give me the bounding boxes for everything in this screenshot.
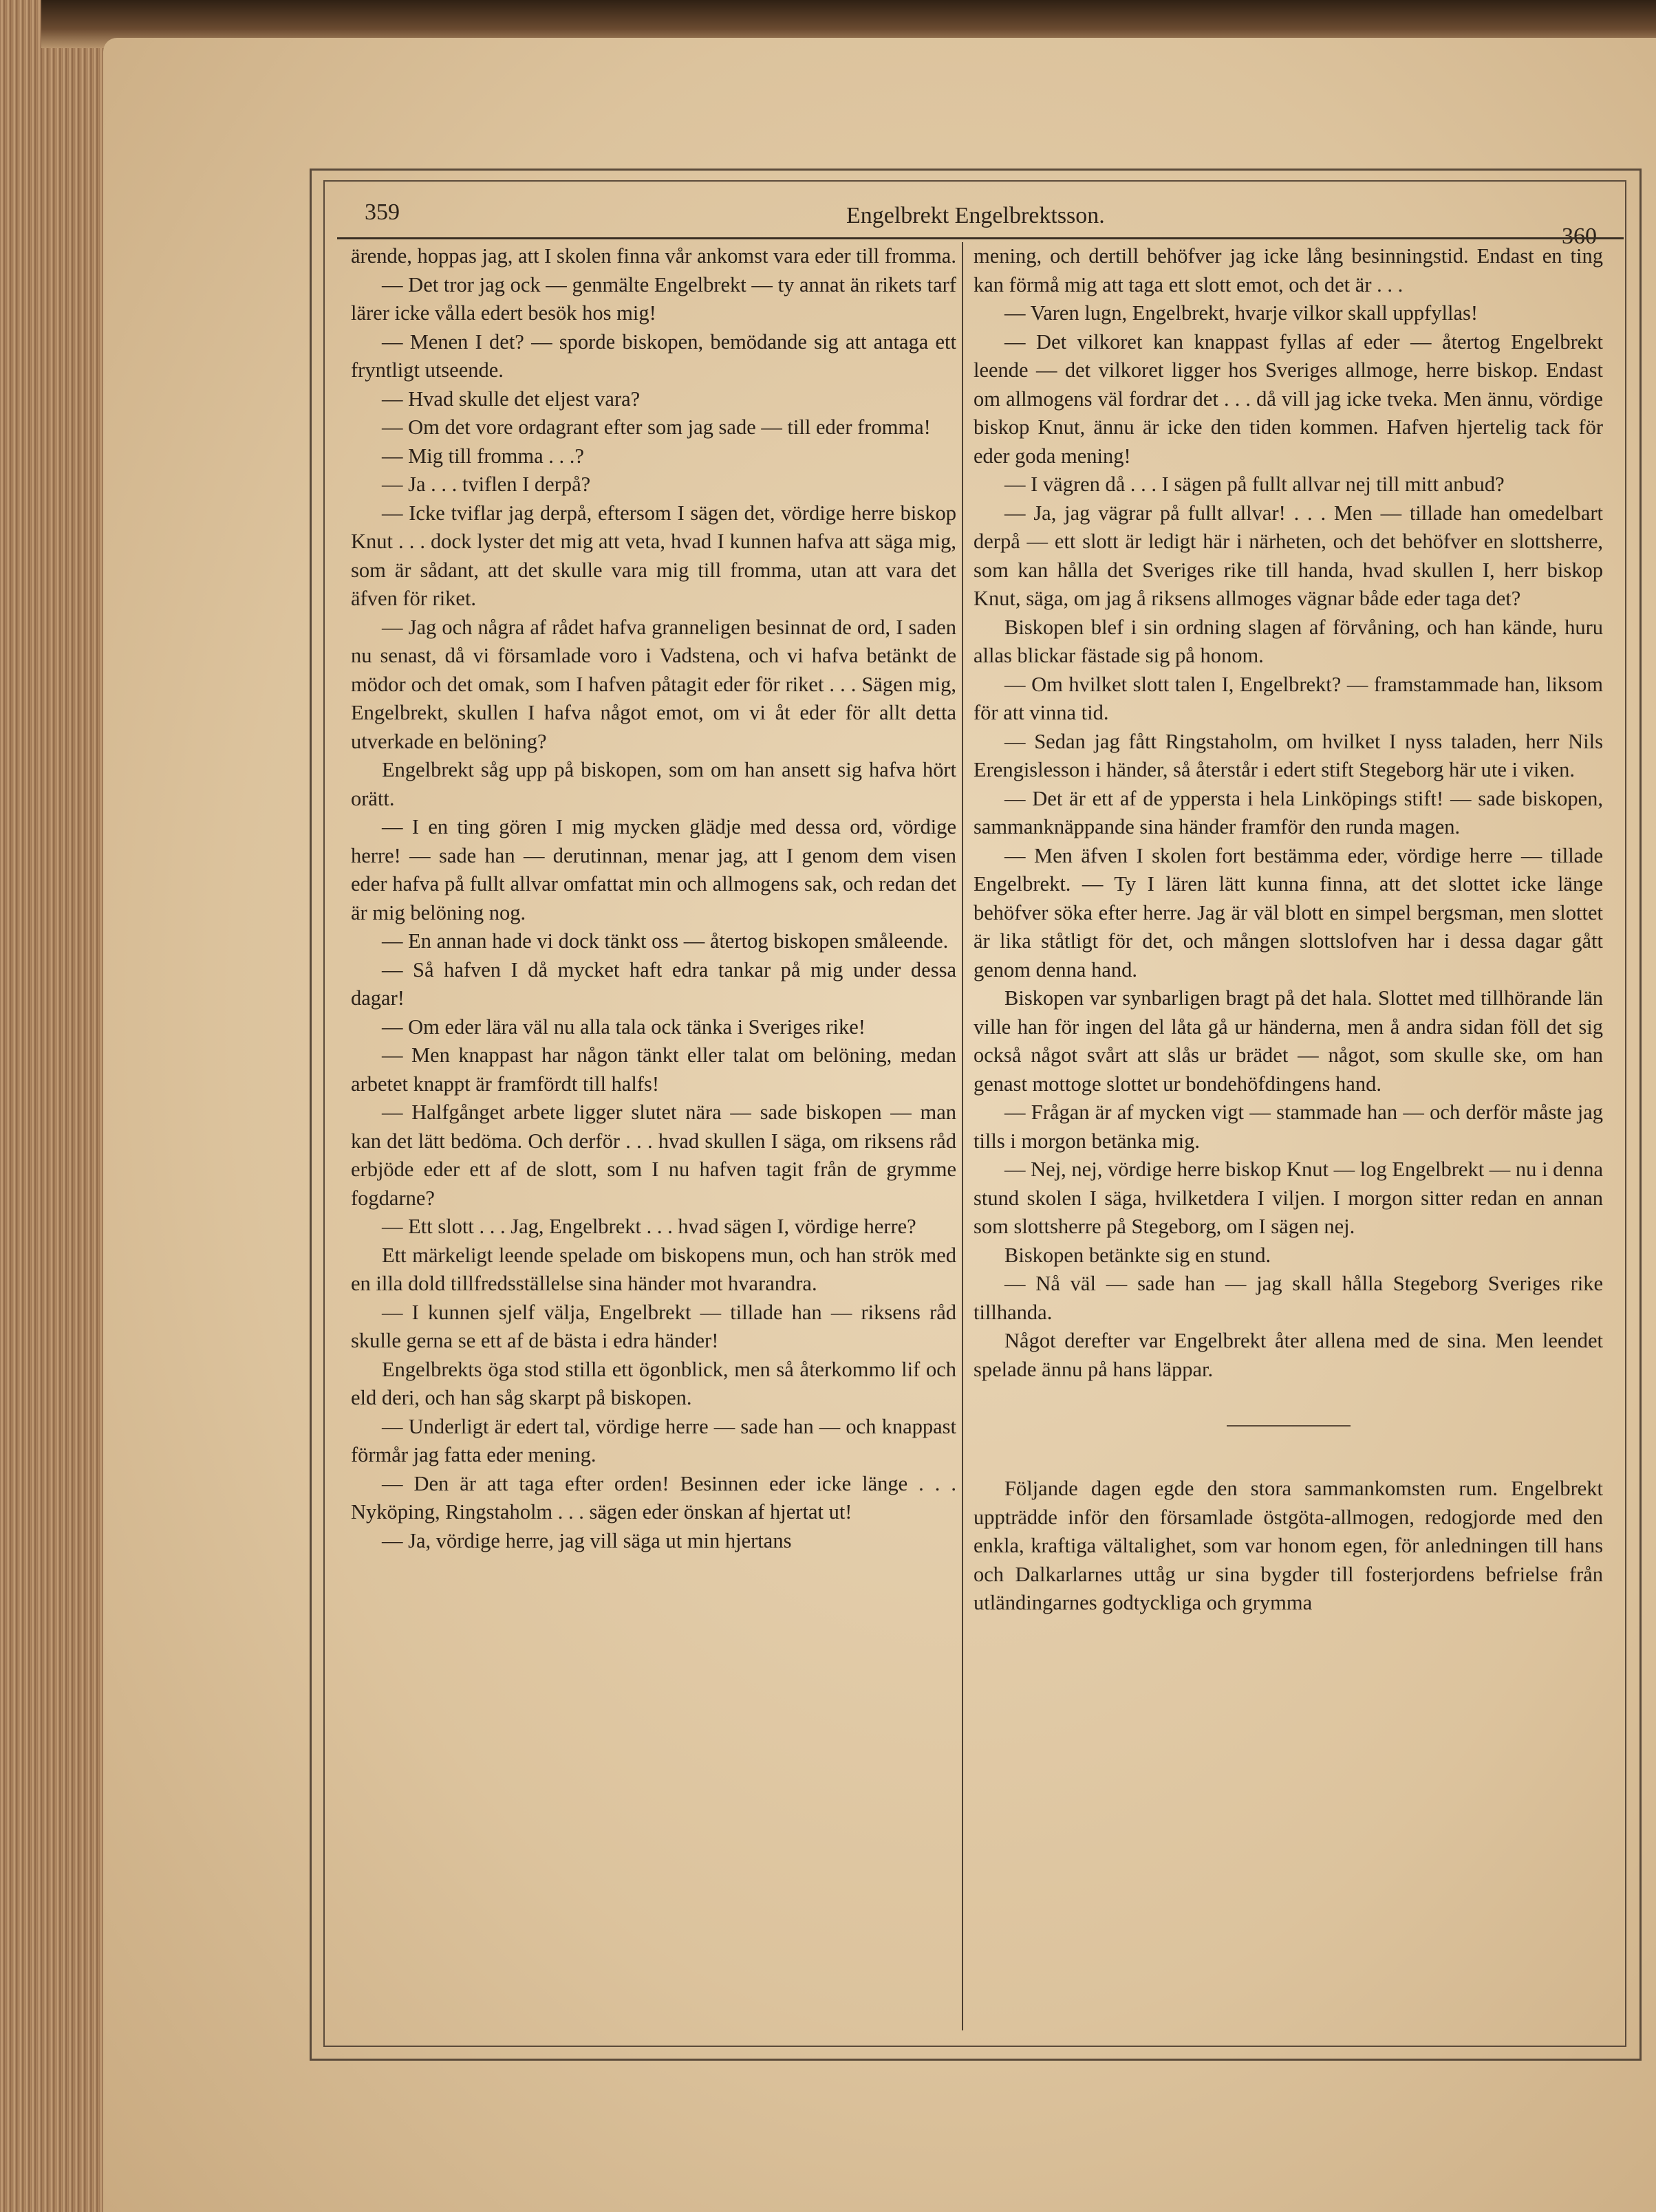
paragraph: — Det vilkoret kan knappast fyllas af eder — återtog Engelbrekt leende — det vilkoret ligger hos Sveriges allmoge, herre biskop. Endast om allmogens väl fordrar det . . . då vill jag icke tveka. Men ännu, vördige biskop Knut, ännu är icke den tiden kommen. Hafven hjertelig tack för eder goda mening! (974, 329, 1603, 468)
paragraph: ärende, hoppas jag, att I skolen finna vår ankomst vara eder till fromma. (351, 244, 956, 268)
paragraph: — Jag och några af rådet hafva granneligen besinnat de ord, I saden nu senast, då vi församlade voro i Vadstena, och vi hafva betänkt de mödor och det omak, som I hafven påtagit eder för riket . . . Sägen mig, Engelbrekt, skullen I hafva något emot, om vi åt eder för allt detta utverkade en belöning? (351, 615, 956, 753)
paragraph: Följande dagen egde den stora sammankomsten rum. Engelbrekt uppträdde inför den församlade östgöta-allmogen, redogjorde med den enkla, kraftiga vältalighet, som var honom egen, för anledningen till hans och Dalkarlarnes uttåg ur sina bygder till fosterjordens befrielse från utländingarnes godtyckliga och grymma (974, 1477, 1603, 1614)
paragraph: — Ja . . . tviflen I derpå? (382, 473, 591, 496)
paragraph: — Det är ett af de yppersta i hela Linköpings stift! — sade biskopen, sammanknäppande sina händer framför den runda magen. (974, 786, 1603, 838)
paragraph: — Om eder lära väl nu alla tala ock tänka i Sveriges rike! (382, 1015, 865, 1039)
paragraph: — Nå väl — sade han — jag skall hålla Stegeborg Sveriges rike tillhanda. (974, 1272, 1603, 1324)
paragraph: — Frågan är af mycken vigt — stammade han — och derför måste jag tills i morgon betänka mig. (974, 1100, 1603, 1153)
page-number-left: 359 (365, 199, 400, 225)
running-title: Engelbrekt Engelbrektsson. (846, 203, 1105, 228)
paragraph: — Ett slott . . . Jag, Engelbrekt . . . hvad sägen I, vördige herre? (382, 1215, 916, 1238)
paragraph: — Sedan jag fått Ringstaholm, om hvilket I nyss taladen, herr Nils Erengislesson i händer, så återstår i edert stift Stegeborg här ute i viken. (974, 729, 1603, 781)
header-rule (337, 237, 1624, 239)
paragraph: — Så hafven I då mycket haft edra tankar på mig under dessa dagar! (351, 957, 956, 1010)
paragraph: — Den är att taga efter orden! Besinnen eder icke länge . . . Nyköping, Ringstaholm . . . sägen eder önskan af hjertat ut! (351, 1471, 956, 1524)
text-column-right (974, 242, 1603, 2030)
paragraph: Biskopen betänkte sig en stund. (1004, 1243, 1271, 1267)
paragraph: — Underligt är edert tal, vördige herre — sade han — och knappast förmår jag fatta eder mening. (351, 1414, 956, 1466)
paragraph: mening, och dertill behöfver jag icke lång besinningstid. Endast en ting kan förmå mig att taga ett slott emot, och det är . . . (974, 244, 1603, 296)
paragraph: — I vägren då . . . I sägen på fullt allvar nej till mitt anbud? (1004, 473, 1505, 496)
paragraph: — Menen I det? — sporde biskopen, bemödande sig att antaga ett fryntligt utseende. (351, 329, 956, 382)
paragraph: — En annan hade vi dock tänkt oss — återtog biskopen småleende. (382, 929, 949, 953)
paragraph: — Om hvilket slott talen I, Engelbrekt? — framstammade han, liksom för att vinna tid. (974, 672, 1603, 724)
paragraph: — Hvad skulle det eljest vara? (382, 387, 641, 411)
paragraph: — Mig till fromma . . .? (382, 444, 584, 468)
paragraph: — Varen lugn, Engelbrekt, hvarje vilkor skall uppfyllas! (1004, 301, 1478, 325)
paragraph: — Icke tviflar jag derpå, eftersom I sägen det, vördige herre biskop Knut . . . dock lyster det mig att veta, hvad I kunnen hafva att säga mig, som är sådant, att det skulle vara mig till fromma, utan att vara det äfven för riket. (351, 501, 956, 610)
text-column-left (351, 242, 956, 2030)
paragraph: — Ja, vördige herre, jag vill säga ut min hjertans (382, 1528, 792, 1552)
paragraph: Engelbrekts öga stod stilla ett ögonblick, men så återkommo lif och eld deri, och han såg skarpt på biskopen. (351, 1357, 956, 1409)
paragraph: — Om det vore ordagrant efter som jag sade — till eder fromma! (382, 415, 931, 439)
paragraph: — Nej, nej, vördige herre biskop Knut — log Engelbrekt — nu i denna stund skolen I säga, hvilketdera I viljen. I morgon sitter redan en annan som slottsherre på Stegeborg, om I sägen nej. (974, 1158, 1603, 1238)
paragraph: — Det tror jag ock — genmälte Engelbrekt — ty annat än rikets tarf lärer icke vålla edert besök hos mig! (351, 272, 956, 325)
section-break-rule (1227, 1425, 1351, 1427)
paragraph: — I en ting gören I mig mycken glädje med dessa ord, vördige herre! — sade han — derutinnan, menar jag, att I genom dem visen eder hafva på fullt allvar omfattat min och allmogens sak, och redan det är mig belöning nog. (351, 815, 956, 924)
paragraph: — Men äfven I skolen fort bestämma eder, vördige herre — tillade Engelbrekt. — Ty I lären lätt kunna finna, att det slottet icke länge behöfver söka efter herre. Jag är väl blott en simpel bergsman, men slottet är lika ståtligt för det, och mången slottslofven har i dessa dagar gått genom denna hand. (974, 843, 1603, 982)
paragraph: — I kunnen sjelf välja, Engelbrekt — tillade han — riksens råd skulle gerna se ett af de bästa i edra händer! (351, 1300, 956, 1352)
paragraph: Något derefter var Engelbrekt åter allena med de sina. Men leendet spelade ännu på hans läppar. (974, 1329, 1603, 1381)
paragraph: — Ja, jag vägrar på fullt allvar! . . . Men — tillade han omedelbart derpå — ett slott är ledigt här i närheten, och det behöfver en slottsherre, som kan hålla det Sveriges rike till handa, hvad skullen I, herr biskop Knut, säga, om jag å riksens allmoges vägnar både eder taga det? (974, 501, 1603, 610)
paragraph: — Men knappast har någon tänkt eller talat om belöning, medan arbetet knappt är framfördt till halfs! (351, 1043, 956, 1096)
paragraph: — Halfgånget arbete ligger slutet nära — sade biskopen — man kan det lätt bedöma. Och derför . . . hvad skullen I säga, om riksens råd erbjöde eder ett af de slott, som I nu hafven tagit från de grymme fogdarne? (351, 1100, 956, 1210)
paragraph: Ett märkeligt leende spelade om biskopens mun, och han strök med en illa dold tillfredsställelse sina händer mot hvarandra. (351, 1243, 956, 1295)
paragraph: Biskopen var synbarligen bragt på det hala. Slottet med tillhörande län ville han för ingen del låta gå ur händerna, men å andra sidan föll det sig också något svårt att slås ur brädet — något, som skulle ske, om han genast mottoge slottet ur bondehöfdingens hand. (974, 986, 1603, 1096)
paragraph: Biskopen blef i sin ordning slagen af förvåning, och han kände, huru allas blickar fästade sig på honom. (974, 615, 1603, 667)
column-divider (962, 242, 963, 2030)
paragraph: Engelbrekt såg upp på biskopen, som om han ansett sig hafva hört orätt. (351, 758, 956, 810)
page-number-right: 360 (1562, 224, 1597, 249)
